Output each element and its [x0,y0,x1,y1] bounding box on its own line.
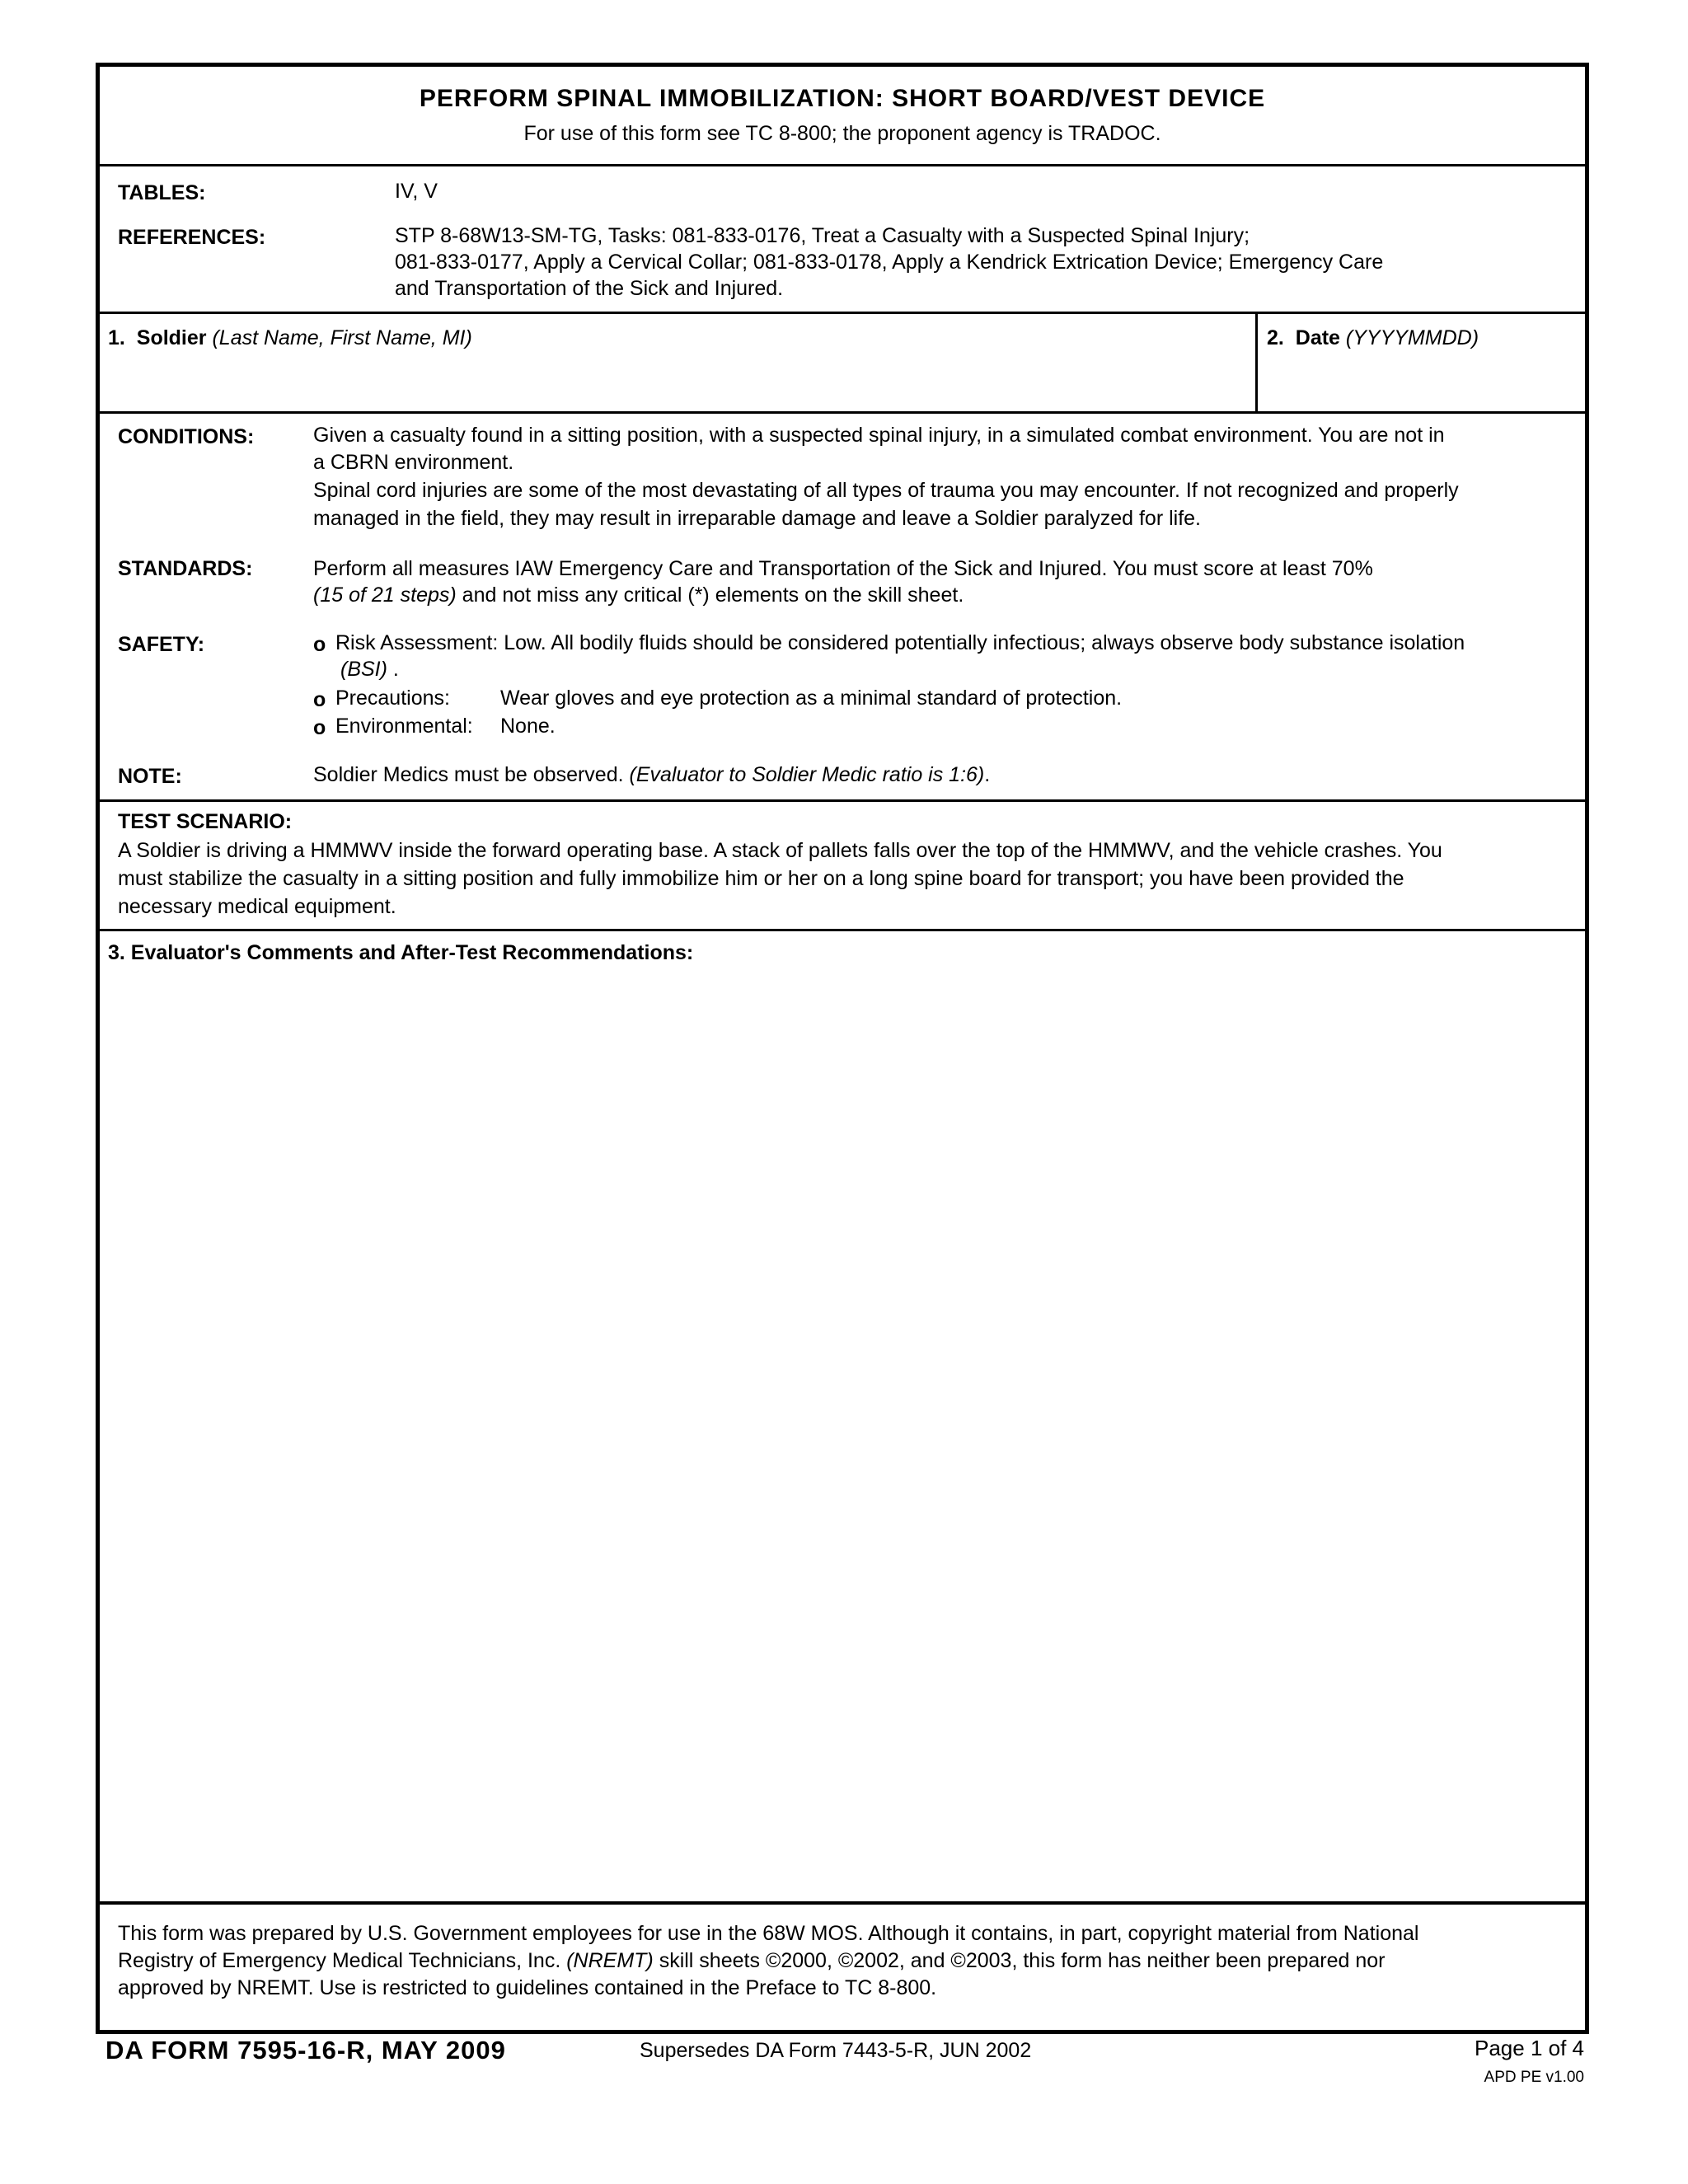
bullet-icon: o [313,688,326,711]
conditions-label: CONDITIONS: [118,425,255,448]
standards-line [313,581,964,609]
conditions-line: managed in the field, they may result in irreparable damage and leave a Soldier paralyzed for life. [313,507,1202,530]
date-number: 2. [1267,326,1284,349]
date-field[interactable] [1258,314,1585,411]
divider [100,164,1585,166]
safety-risk-line [340,655,399,683]
soldier-number: 1. [108,326,125,349]
standards-steps: (15 of 21 steps) [313,583,457,607]
soldier-name-field[interactable] [100,314,1255,411]
standards-label: STANDARDS: [118,557,253,580]
date-label: Date [1295,326,1340,349]
form-subtitle: For use of this form see TC 8-800; the proponent agency is TRADOC. [523,122,1161,145]
note-label: NOTE: [118,765,182,788]
note-ratio: (Evaluator to Soldier Medic ratio is 1:6) [629,763,985,786]
divider [100,411,1585,414]
page-number: Page 1 of 4 [1475,2036,1584,2060]
scenario-line: necessary medical equipment. [118,895,396,918]
soldier-hint: (Last Name, First Name, MI) [212,326,472,349]
scenario-line: must stabilize the casualty in a sitting position and fully immobilize him or her on a long spine board for transport; you have been provided the [118,867,1404,890]
tables-label: TABLES: [118,181,206,204]
bullet-icon: o [313,633,326,656]
note-text [313,761,990,789]
safety-environmental-value: None. [500,715,556,738]
safety-precautions-value: Wear gloves and eye protection as a minimal standard of protection. [500,687,1123,710]
disclaimer-line: approved by NREMT. Use is restricted to guidelines contained in the Preface to TC 8-800. [118,1976,937,1999]
disclaimer-part: skill sheets ©2000, ©2002, and ©2003, this form has neither been prepared nor [653,1949,1386,1972]
divider [100,1901,1585,1905]
safety-bsi: (BSI) [340,658,387,681]
conditions-line: a CBRN environment. [313,451,514,474]
standards-rest: and not miss any critical (*) elements on the skill sheet. [456,583,964,607]
references-line: 081-833-0177, Apply a Cervical Collar; 081-833-0178, Apply a Kendrick Extrication Device; Emergency Care [395,251,1384,274]
disclaimer-line: This form was prepared by U.S. Government employees for use in the 68W MOS. Although it contains, in part, copyright material from National [118,1922,1419,1945]
note-main: Soldier Medics must be observed. [313,763,630,786]
references-label: REFERENCES: [118,226,266,249]
disclaimer-part: Registry of Emergency Medical Technicians, Inc. [118,1949,567,1972]
divider [100,799,1585,802]
note-end: . [984,763,991,786]
safety-label: SAFETY: [118,633,205,656]
safety-precautions-label: Precautions: [335,687,450,710]
comments-label: 3. Evaluator's Comments and After-Test Recommendations: [108,941,694,964]
soldier-label: Soldier [136,326,207,349]
date-hint: (YYYYMMDD) [1345,326,1479,349]
disclaimer-line [118,1947,1386,1975]
conditions-line: Given a casualty found in a sitting position, with a suspected spinal injury, in a simulated combat environment. You are not in [313,424,1445,447]
safety-risk-line: Risk Assessment: Low. All bodily fluids should be considered potentially infectious; always observe body substance isolation [335,631,1465,654]
supersedes-text: Supersedes DA Form 7443-5-R, JUN 2002 [640,2039,1032,2062]
disclaimer-nremt: (NREMT) [566,1949,654,1972]
form-frame [96,63,1589,2034]
scenario-label: TEST SCENARIO: [118,810,293,833]
divider [100,929,1585,931]
form-title: PERFORM SPINAL IMMOBILIZATION: SHORT BOARD/VEST DEVICE [419,85,1266,112]
references-line: and Transportation of the Sick and Injured. [395,277,784,300]
comments-field[interactable] [100,969,1585,1899]
conditions-line: Spinal cord injuries are some of the most devastating of all types of trauma you may encounter. If not recognized and properly [313,479,1459,502]
tables-value: IV, V [395,180,438,203]
references-line: STP 8-68W13-SM-TG, Tasks: 081-833-0176, Treat a Casualty with a Suspected Spinal Injury; [395,224,1250,247]
form-id: DA FORM 7595-16-R, MAY 2009 [106,2036,506,2064]
version-text: APD PE v1.00 [1484,2069,1584,2086]
scenario-line: A Soldier is driving a HMMWV inside the forward operating base. A stack of pallets falls over the top of the HMMWV, and the vehicle crashes. You [118,839,1442,862]
bullet-icon: o [313,716,326,739]
safety-environmental-label: Environmental: [335,715,473,738]
standards-line: Perform all measures IAW Emergency Care and Transportation of the Sick and Injured. You must score at least 70% [313,557,1373,580]
safety-bsi-end: . [387,658,399,681]
